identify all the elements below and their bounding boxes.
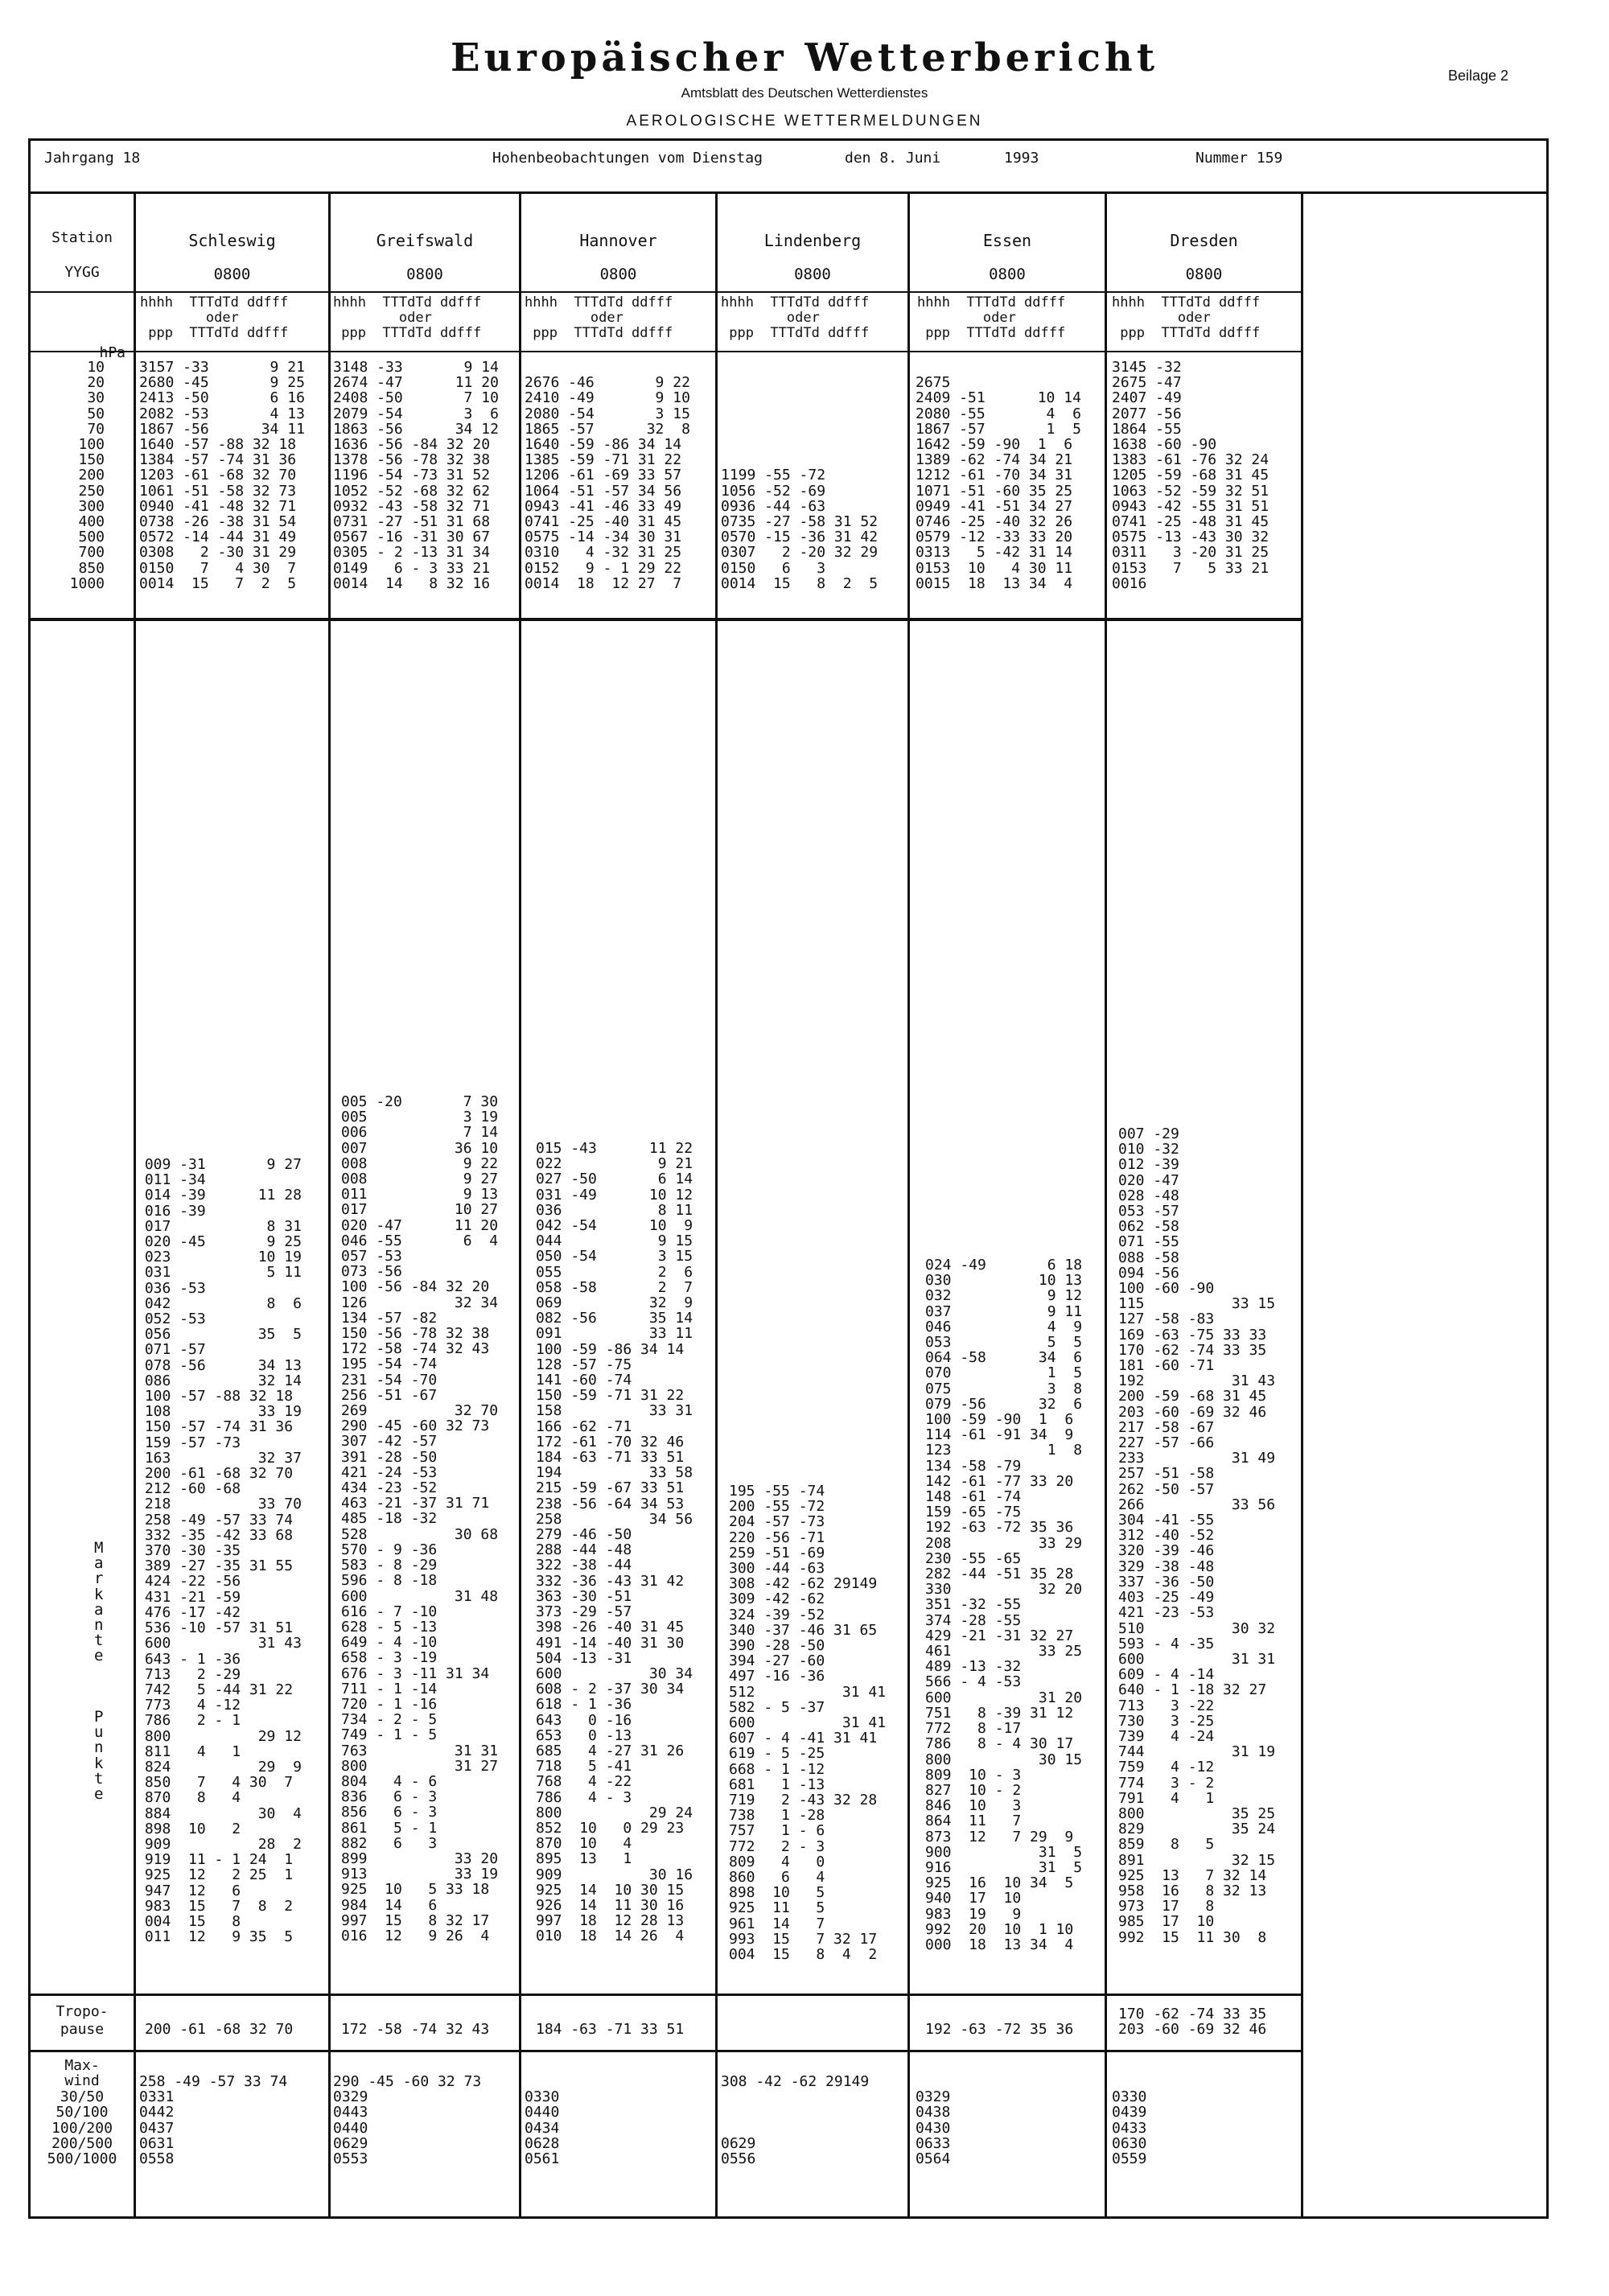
station-time: 0800 [989, 265, 1026, 283]
col-divider [1105, 193, 1107, 2217]
standard-levels: 1199 -55 -72 1056 -52 -69 0936 -44 -63 0735 -27 -58 31 52 0570 -15 -36 31 42 0307 2 -20 32 29 0150 6 3 0014 15 8 2 5 [721, 467, 879, 592]
rule-std-bottom [31, 618, 1303, 621]
markante-label: M a r k a n t e [94, 1539, 104, 1665]
station-name: Dresden [1170, 231, 1238, 250]
maxwind-data: 0330 0439 0433 0630 0559 [1112, 2088, 1147, 2168]
maxwind-data: 258 -49 -57 33 74 0331 0442 0437 0631 0558 [139, 2073, 288, 2168]
tropopause-label: Tropo- pause [56, 2003, 109, 2038]
beilage-label: Beilage 2 [1448, 68, 1509, 84]
station-name: Greifswald [376, 231, 474, 250]
station-name: Essen [982, 231, 1032, 250]
bulletin-date: den 8. Juni [845, 150, 941, 167]
column-header: hhhh TTTdTd ddfff oder ppp TTTdTd ddfff [333, 294, 482, 341]
significant-points: 024 -49 6 18 030 10 13 032 9 12 037 9 11 046 4 9 053 5 5 064 -58 34 6 070 1 5 075 3 8 079 -56 32 6 100 -59 -90 1 6 114 -61 -91 34 9 123 1 8 134 -58 -79 142 -61 -77 33 20 148 -61 -74 159 -65 -75 192 -63 -72 35 36 208 33 29 230 -55 -65 282 -44 -51 35 28 330 32 20 351 -32 -55 374 -28 -55 429 -21 -31 32 27 461 33 25 489 -13 -32 566 - 4 -53 600 31 20 751 8 -39 31 12 772 8 -17 786 8 - 4 30 17 800 30 15 809 10 - 3 827 10 - 2 846 10 3 864 11 7 873 12 7 29 9 900 31 5 916 31 5 925 16 10 34 5 940 17 10 983 19 9 992 20 10 1 10 000 18 13 34 4 [925, 1257, 1083, 1953]
significant-points: 009 -31 9 27 011 -34 014 -39 11 28 016 -39 017 8 31 020 -45 9 25 023 10 19 031 5 11 036 -53 042 8 6 052 -53 056 35 5 071 -57 078 -56 34 13 086 32 14 100 -57 -88 32 18 108 33 19 150 -57 -74 31 36 159 -57 -73 163 32 37 200 -61 -68 32 70 212 -60 -68 218 33 70 258 -49 -57 33 74 332 -35 -42 33 68 370 -30 -35 389 -27 -35 31 55 424 -22 -56 431 -21 -59 476 -17 -42 536 -10 -57 31 51 600 31 43 643 - 1 -36 713 2 -29 742 5 -44 31 22 773 4 -12 786 2 - 1 800 29 12 811 4 1 824 29 9 850 7 4 30 7 870 8 4 884 30 4 898 10 2 909 28 2 919 11 - 1 24 1 925 12 2 25 1 947 12 6 983 15 7 8 2 004 15 8 011 12 9 35 5 [144, 1156, 302, 1946]
maxwind-label: Max- wind 30/50 50/100 100/200 200/500 500/1000 [47, 2057, 117, 2168]
document-title: Europäischer Wetterbericht [451, 35, 1158, 80]
tropopause-data: 200 -61 -68 32 70 [145, 2021, 294, 2038]
tropopause-data: 172 -58 -74 32 43 [341, 2021, 490, 2038]
column-header: hhhh TTTdTd ddfff oder ppp TTTdTd ddfff [721, 294, 870, 341]
significant-points: 007 -29 010 -32 012 -39 020 -47 028 -48 053 -57 062 -58 071 -55 088 -58 094 -56 100 -60 -90 115 33 15 127 -58 -83 169 -63 -75 33 33 170 -62 -74 33 35 181 -60 -71 192 31 43 200 -59 -68 31 45 203 -60 -69 32 46 217 -58 -67 227 -57 -66 233 31 49 257 -51 -58 262 -50 -57 266 33 56 304 -41 -55 312 -40 -52 320 -39 -46 329 -38 -48 337 -36 -50 403 -25 -49 421 -23 -53 510 30 32 593 - 4 -35 600 31 31 609 - 4 -14 640 - 1 -18 32 27 713 3 -22 730 3 -25 739 4 -24 744 31 19 759 4 -12 774 3 - 2 791 4 1 800 35 25 829 35 24 859 8 5 891 32 15 925 13 7 32 14 958 16 8 32 13 973 17 8 985 17 10 992 15 11 30 8 [1118, 1125, 1276, 1946]
info-bar [28, 138, 1549, 193]
station-time: 0800 [794, 265, 831, 283]
station-name: Schleswig [188, 231, 276, 250]
standard-levels: 2676 -46 9 22 2410 -49 9 10 2080 -54 3 15 1865 -57 32 8 1640 -59 -86 34 14 1385 -59 -71 31 22 1206 -61 -69 33 57 1064 -51 -57 34 56 0943 -41 -46 33 49 0741 -25 -40 31 45 0575 -14 -34 30 31 0310 4 -32 31 25 0152 9 - 1 29 22 0014 18 12 27 7 [525, 374, 690, 592]
col-divider [907, 193, 910, 2217]
standard-levels: 3157 -33 9 21 2680 -45 9 25 2413 -50 6 16 2082 -53 4 13 1867 -56 34 11 1640 -57 -88 32 18 1384 -57 -74 31 36 1203 -61 -68 32 70 1061 -51 -58 32 73 0940 -41 -48 32 71 0738 -26 -38 31 54 0572 -14 -44 31 49 0308 2 -30 31 29 0150 7 4 30 7 0014 15 7 2 5 [139, 359, 305, 592]
rule-colhdr-bottom [31, 351, 1303, 352]
column-header: hhhh TTTdTd ddfff oder ppp TTTdTd ddfff [917, 294, 1066, 341]
maxwind-data: 0329 0438 0430 0633 0564 [916, 2088, 951, 2168]
section-title: AEROLOGISCHE WETTERMELDUNGEN [626, 113, 983, 130]
hpa-label: hPa [99, 344, 126, 361]
yygg-label: YYGG [64, 264, 100, 281]
station-name: Hannover [579, 231, 657, 250]
col-divider [328, 193, 331, 2217]
standard-levels: 3145 -32 2675 -47 2407 -49 2077 -56 1864 -55 1638 -60 -90 1383 -61 -76 32 24 1205 -59 -68 31 45 1063 -52 -59 32 51 0943 -42 -55 31 51 0741 -25 -48 31 45 0575 -13 -43 30 32 0311 3 -20 31 25 0153 7 5 33 21 0016 [1112, 359, 1270, 592]
tropopause-data: 192 -63 -72 35 36 [925, 2021, 1074, 2038]
rule-station-bottom [31, 291, 1303, 293]
station-name: Lindenberg [763, 231, 862, 250]
station-label: Station [51, 229, 113, 246]
station-time: 0800 [213, 265, 251, 283]
tropopause-data: 170 -62 -74 33 35 203 -60 -69 32 46 [1118, 2006, 1267, 2039]
bulletin-number: Nummer 159 [1195, 150, 1283, 167]
maxwind-data: 308 -42 -62 29149 0629 0556 [721, 2073, 870, 2168]
maxwind-data: 290 -45 -60 32 73 0329 0443 0440 0629 0553 [333, 2073, 482, 2168]
column-header: hhhh TTTdTd ddfff oder ppp TTTdTd ddfff [1112, 294, 1261, 341]
tropopause-data: 184 -63 -71 33 51 [536, 2021, 685, 2038]
station-time: 0800 [599, 265, 637, 283]
standard-levels: 2675 2409 -51 10 14 2080 -55 4 6 1867 -57 1 5 1642 -59 -90 1 6 1389 -62 -74 34 21 1212 -61 -70 34 31 1071 -51 -60 35 25 0949 -41 -51 34 27 0746 -25 -40 32 26 0579 -12 -33 33 20 0313 5 -42 31 14 0153 10 4 30 11 0015 18 13 34 4 [916, 374, 1081, 592]
significant-points: 005 -20 7 30 005 3 19 006 7 14 007 36 10 008 9 22 008 9 27 011 9 13 017 10 27 020 -47 11 20 046 -55 6 4 057 -53 073 -56 100 -56 -84 32 20 126 32 34 134 -57 -82 150 -56 -78 32 38 172 -58 -74 32 43 195 -54 -74 231 -54 -70 256 -51 -67 269 32 70 290 -45 -60 32 73 307 -42 -57 391 -28 -50 421 -24 -53 434 -23 -52 463 -21 -37 31 71 485 -18 -32 528 30 68 570 - 9 -36 583 - 8 -29 596 - 8 -18 600 31 48 616 - 7 -10 628 - 5 -13 649 - 4 -10 658 - 3 -19 676 - 3 -11 31 34 711 - 1 -14 720 - 1 -16 734 - 2 - 5 749 - 1 - 5 763 31 31 800 31 27 804 4 - 6 836 6 - 3 856 6 - 3 861 5 - 1 882 6 3 899 33 20 913 33 19 925 10 5 33 18 984 14 6 997 15 8 32 17 016 12 9 26 4 [341, 1093, 499, 1944]
standard-levels: 3148 -33 9 14 2674 -47 11 20 2408 -50 7 10 2079 -54 3 6 1863 -56 34 12 1636 -56 -84 32 20 1378 -56 -78 32 38 1196 -54 -73 31 52 1052 -52 -68 32 62 0932 -43 -58 32 71 0731 -27 -51 31 68 0567 -16 -31 30 67 0305 - 2 -13 31 34 0149 6 - 3 33 21 0014 14 8 32 16 [333, 359, 499, 592]
col-divider [715, 193, 718, 2217]
station-time: 0800 [406, 265, 443, 283]
significant-points: 015 -43 11 22 022 9 21 027 -50 6 14 031 -49 10 12 036 8 11 042 -54 10 9 044 9 15 050 -54 3 15 055 2 6 058 -58 2 7 069 32 9 082 -56 35 14 091 33 11 100 -59 -86 34 14 128 -57 -75 141 -60 -74 150 -59 -71 31 22 158 33 31 166 -62 -71 172 -61 -70 32 46 184 -63 -71 33 51 194 33 58 215 -59 -67 33 51 238 -56 -64 34 53 258 34 56 279 -46 -50 288 -44 -48 322 -38 -44 332 -36 -43 31 42 363 -30 -51 373 -29 -57 398 -26 -40 31 45 491 -14 -40 31 30 504 -13 -31 600 30 34 608 - 2 -37 30 34 618 - 1 -36 643 0 -16 653 0 -13 685 4 -27 31 26 718 5 -41 768 4 -22 786 4 - 3 800 29 24 852 10 0 29 23 870 10 4 895 13 1 909 30 16 925 14 10 30 15 926 14 11 30 16 997 18 12 28 13 010 18 14 26 4 [536, 1140, 693, 1945]
significant-points: 195 -55 -74 200 -55 -72 204 -57 -73 220 -56 -71 259 -51 -69 300 -44 -63 308 -42 -62 29149 309 -42 -62 324 -39 -52 340 -37 -46 31 65 390 -28 -50 394 -27 -60 497 -16 -36 512 31 41 582 - 5 -37 600 31 41 607 - 4 -41 31 41 619 - 5 -25 668 - 1 -12 681 1 -13 719 2 -43 32 28 738 1 -28 757 1 - 6 772 2 - 3 809 4 0 860 6 4 898 10 5 925 11 5 961 14 7 993 15 7 32 17 004 15 8 4 2 [729, 1483, 887, 1964]
bulletin-year: 1993 [1004, 150, 1039, 167]
col-divider [519, 193, 521, 2217]
bulletin-text: Hohenbeobachtungen vom Dienstag [492, 150, 763, 167]
document-subtitle: Amtsblatt des Deutschen Wetterdienstes [681, 85, 928, 101]
pressure-levels: 10 20 30 50 70 100 150 200 250 300 400 500 700 850 1000 [69, 359, 105, 592]
maxwind-data: 0330 0440 0434 0628 0561 [525, 2088, 560, 2168]
column-header: hhhh TTTdTd ddfff oder ppp TTTdTd ddfff [140, 294, 289, 341]
station-time: 0800 [1185, 265, 1223, 283]
punkte-label: P u n k t e [94, 1708, 104, 1804]
rule-sig-bottom [31, 1994, 1303, 1996]
column-header: hhhh TTTdTd ddfff oder ppp TTTdTd ddfff [525, 294, 673, 341]
col-divider [1301, 193, 1303, 2217]
rule-tropo-bottom [31, 2050, 1303, 2052]
jahrgang: Jahrgang 18 [44, 150, 141, 167]
